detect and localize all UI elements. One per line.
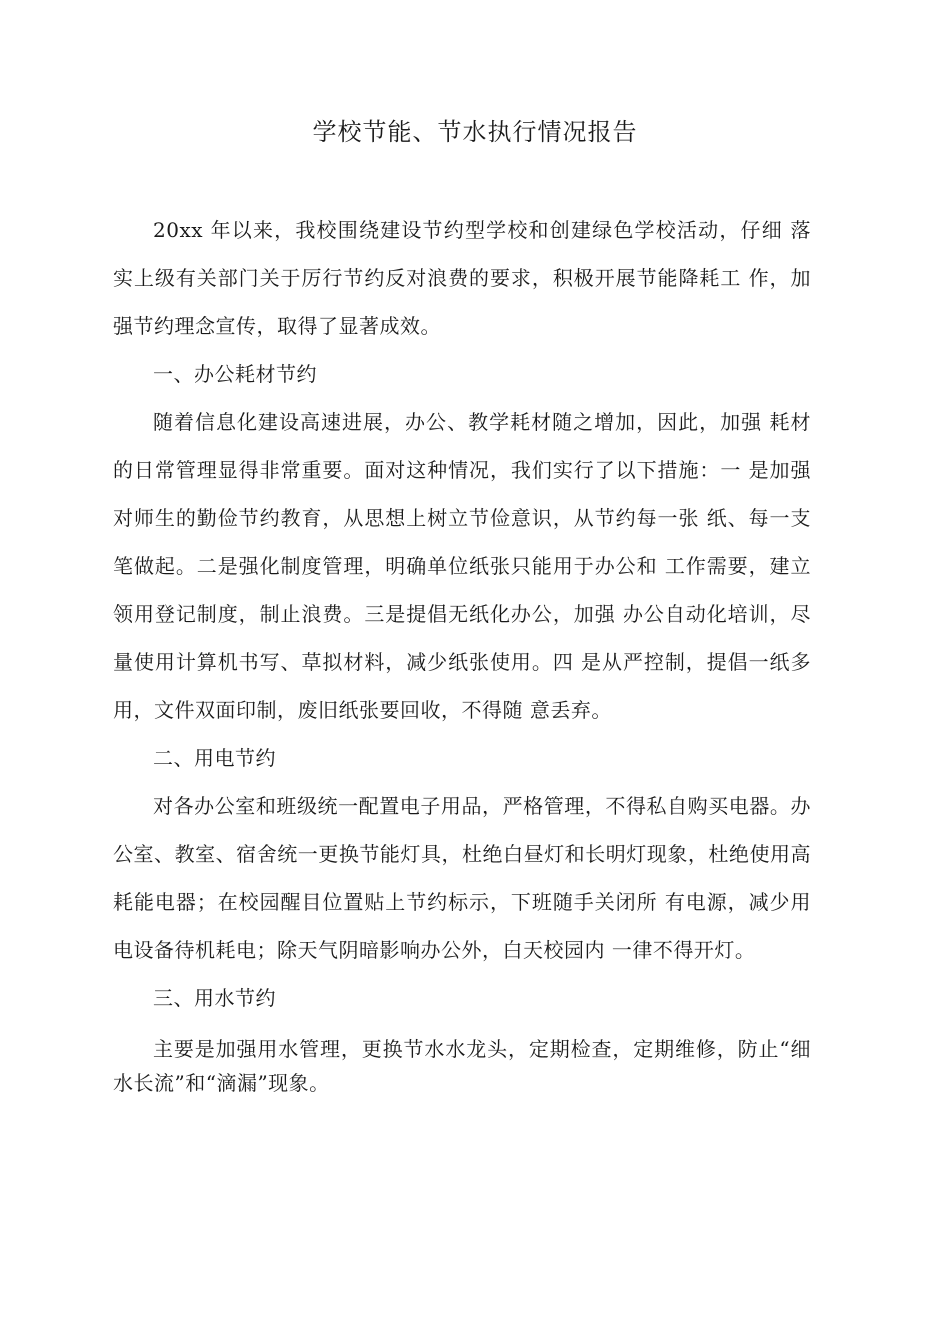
document-title: 学校节能、节水执行情况报告 xyxy=(312,118,638,146)
section-text-water: 主要是加强用水管理，更换节水水龙头，定期检查，定期维修，防止“细水长流”和“滴漏”现象。 xyxy=(113,1037,811,1095)
section-heading-office-supplies: 一、办公耗材节约 xyxy=(153,362,317,386)
section-text-electricity: 对各办公室和班级统一配置电子用品，严格管理，不得私自购买电器。办公室、教室、宿舍统一更换节能灯具，杜绝白昼灯和长明灯现象，杜绝使用高耗能电器；在校园醒目位置贴上节约标示，下班随手关闭所 有电源，减少用电设备待机耗电；除天气阴暗影响办公外，白天校园内 一律不得开灯。 xyxy=(113,794,811,962)
section-heading-water: 三、用水节约 xyxy=(153,986,276,1010)
intro-paragraph: 20xx 年以来，我校围绕建设节约型学校和创建绿色学校活动，仔细 落实上级有关部门关于厉行节约反对浪费的要求，积极开展节能降耗工 作，加强节约理念宣传，取得了显著成效。 xyxy=(113,218,811,338)
document-body xyxy=(113,206,811,1100)
section-text-office-supplies: 随着信息化建设高速进展，办公、教学耗材随之增加，因此，加强 耗材的日常管理显得非常重要。面对这种情况，我们实行了以下措施：一 是加强对师生的勤俭节约教育，从思想上树立节俭意识，从节约每一张 纸、每一支笔做起。二是强化制度管理，明确单位纸张只能用于办公和 工作需要，建立领用登记制度，制止浪费。三是提倡无纸化办公，加强 办公自动化培训，尽量使用计算机书写、草拟材料，减少纸张使用。四 是从严控制，提倡一纸多用，文件双面印制，废旧纸张要回收，不得随 意丢弃。 xyxy=(113,410,811,722)
section-heading-electricity: 二、用电节约 xyxy=(153,746,276,770)
